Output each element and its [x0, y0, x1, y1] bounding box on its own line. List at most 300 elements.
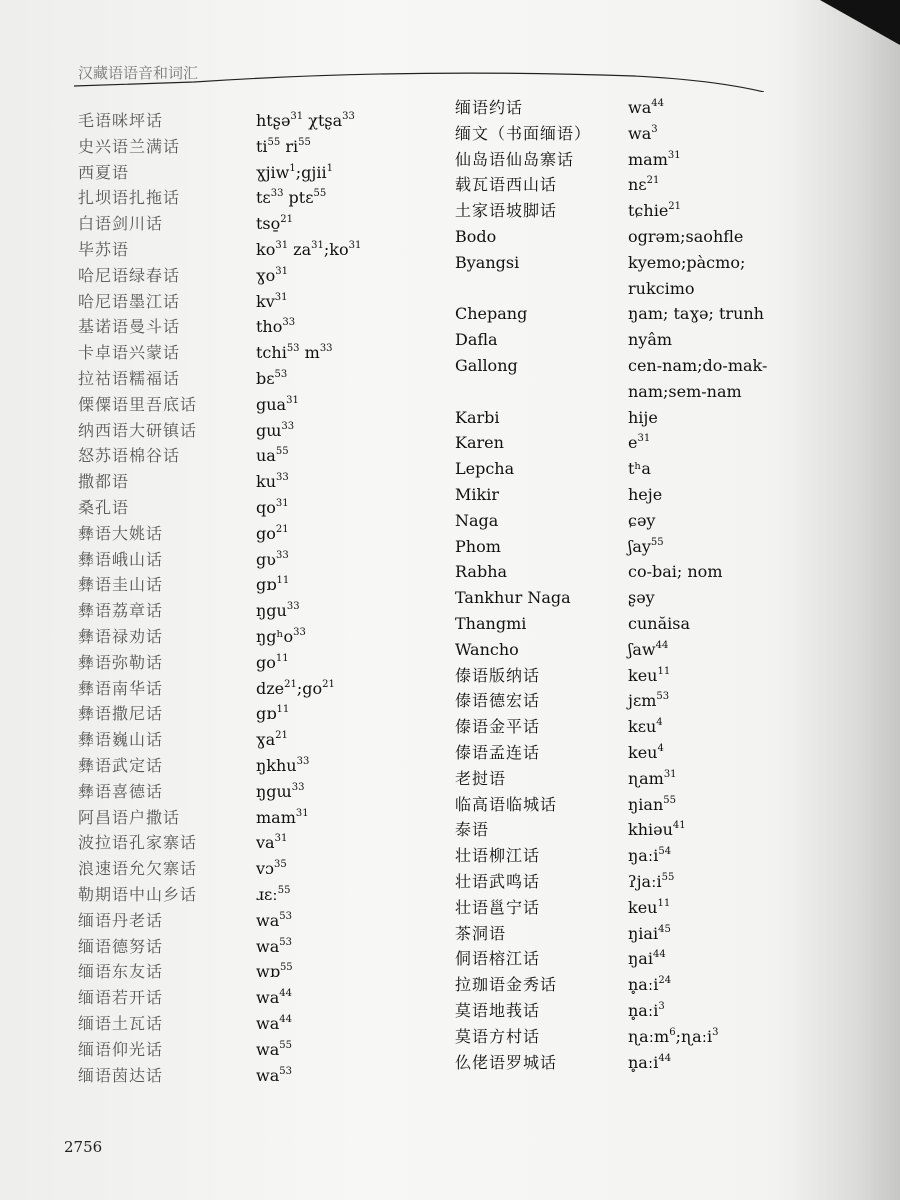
language-name: 波拉语孔家寨话: [78, 833, 198, 853]
language-name: 拉珈语金秀话: [455, 975, 558, 995]
language-name: 傣语金平话: [455, 717, 541, 737]
word-form: [256, 108, 355, 134]
language-name: 勒期语中山乡话: [78, 885, 198, 904]
word-form: [628, 817, 686, 843]
language-name: 彝语撒尼话: [78, 704, 164, 724]
language-name: 仙岛语仙岛寨话: [455, 149, 575, 169]
tone-superscript: 53: [274, 369, 288, 380]
word-form: [628, 508, 655, 534]
word-form: [628, 611, 690, 637]
tone-superscript: 3: [712, 1026, 719, 1038]
language-name: Mikir: [455, 485, 499, 504]
language-name: Tankhur Naga: [455, 588, 571, 608]
tone-superscript: 31: [667, 149, 681, 161]
word-form: [256, 856, 287, 882]
tone-superscript: 35: [274, 859, 287, 871]
tone-superscript: 33: [282, 317, 296, 329]
word-form-segment: ku: [256, 472, 276, 492]
word-form-segment: ŋgu: [256, 601, 287, 621]
page-corner-shadow: [820, 0, 900, 45]
language-name: 撒都语: [78, 472, 130, 492]
word-form: [256, 547, 289, 573]
language-name: 泰语: [455, 820, 490, 840]
language-name: 基诺语曼斗话: [78, 317, 181, 337]
word-form: [256, 830, 287, 856]
word-form-segment: ɣjiw: [256, 162, 290, 182]
word-form-segment: χtʂa: [303, 111, 343, 130]
word-form-segment: ;ko: [323, 240, 349, 259]
tone-superscript: 31: [275, 265, 288, 277]
tone-superscript: 55: [650, 536, 664, 548]
language-name: 莫语地莪话: [455, 1001, 541, 1020]
word-form-segment: nɛ: [628, 175, 647, 195]
word-form: [256, 237, 361, 263]
language-name: 卡卓语兴蒙话: [78, 343, 181, 363]
tone-superscript: 33: [276, 472, 289, 484]
language-name: 彝语大姚话: [78, 523, 164, 543]
word-form-segment: keu: [628, 665, 658, 685]
tone-superscript: 31: [637, 433, 651, 445]
word-form: [628, 198, 681, 224]
language-name: 傈僳语里吾底话: [78, 394, 198, 414]
tone-superscript: 55: [279, 962, 293, 974]
word-form: [628, 843, 671, 869]
tone-superscript: 33: [286, 601, 300, 613]
word-form-segment: va: [256, 833, 275, 853]
language-name: Gallong: [455, 356, 518, 375]
word-form-segment: ;gjii: [295, 162, 327, 182]
word-form-segment: gʋ: [256, 549, 276, 569]
language-name: 浪速语允欠寨话: [78, 859, 198, 879]
word-form-segment: n̥aːi: [628, 1052, 659, 1072]
word-form-segment: ptɛ: [283, 188, 314, 208]
running-head: 汉藏语语音和词汇: [78, 64, 199, 82]
language-name: Lepcha: [455, 459, 515, 479]
word-form-segment: ŋam; taɣə; trunh: [628, 304, 764, 324]
language-name: 纳西语大研镇话: [78, 420, 198, 440]
word-form-segment: ua: [256, 446, 276, 466]
word-form-segment: e: [628, 433, 638, 453]
word-form: [628, 379, 742, 405]
word-form: [628, 405, 658, 431]
language-name: 缅文（书面缅语）: [455, 123, 592, 143]
tone-superscript: 33: [319, 343, 333, 355]
word-form-segment: wa: [256, 1039, 280, 1059]
language-name: 壮语邕宁话: [455, 897, 541, 917]
word-form: [628, 353, 767, 379]
word-form-segment: vɔ: [256, 859, 274, 879]
language-name: 傣语孟连话: [455, 743, 541, 762]
tone-superscript: 21: [668, 201, 682, 213]
language-name: 彝语武定话: [78, 756, 164, 775]
language-name: 彝语巍山话: [78, 730, 164, 750]
word-form-segment: wa: [256, 936, 280, 956]
word-form: [628, 534, 664, 560]
word-form: [256, 650, 289, 676]
word-form-segment: ŋgɯ: [256, 781, 292, 801]
language-name: 扎坝语扎拖话: [78, 188, 181, 208]
word-form-segment: tho: [256, 317, 283, 337]
word-form-segment: tso̱: [256, 214, 281, 234]
word-form: [256, 1063, 292, 1089]
word-form: [256, 495, 289, 521]
language-name: 壮语柳江话: [455, 846, 541, 866]
tone-superscript: 31: [274, 833, 288, 845]
language-name: Wancho: [455, 639, 519, 659]
language-name: 缅语若开话: [78, 988, 164, 1008]
word-form-segment: hije: [628, 407, 658, 427]
word-form-segment: kɛu: [628, 717, 657, 737]
tone-superscript: 53: [279, 910, 292, 922]
language-name: Phom: [455, 536, 501, 556]
language-name: Thangmi: [455, 614, 527, 633]
language-name: 彝语峨山话: [78, 549, 164, 569]
tone-superscript: 21: [275, 730, 288, 742]
word-form: [256, 521, 289, 547]
word-form-segment: go: [256, 652, 276, 672]
word-form-segment: wa: [628, 98, 652, 117]
word-form: [256, 160, 333, 186]
tone-superscript: 55: [275, 446, 289, 458]
language-name: 彝语禄劝话: [78, 627, 164, 646]
word-form: [256, 469, 289, 495]
word-form-segment: ri: [280, 136, 299, 156]
tone-superscript: 31: [275, 498, 289, 509]
tone-superscript: 11: [657, 665, 671, 677]
word-form-segment: ;go: [296, 678, 323, 698]
tone-superscript: 31: [663, 768, 677, 780]
word-form: [628, 224, 743, 250]
word-form: [628, 301, 764, 327]
word-form-segment: ŋgʰo: [256, 627, 294, 646]
word-form: [628, 430, 650, 456]
word-form: [256, 727, 288, 753]
word-form-segment: heje: [628, 485, 663, 504]
tone-superscript: 44: [658, 1052, 672, 1064]
word-form: [256, 908, 292, 934]
tone-superscript: 6: [669, 1026, 676, 1038]
tone-superscript: 31: [286, 394, 299, 406]
word-form: [256, 676, 335, 702]
word-form: [628, 972, 671, 998]
word-form-segment: ŋaːi: [628, 846, 659, 866]
language-name: Naga: [455, 510, 499, 530]
language-name: 缅语土瓦话: [78, 1014, 164, 1033]
language-name: 阿昌语户撒话: [78, 807, 181, 827]
word-form: [628, 792, 676, 818]
tone-superscript: 33: [275, 549, 289, 561]
word-form-segment: kv: [256, 291, 275, 311]
word-form-segment: n̥aːi: [628, 975, 659, 995]
language-name: 彝语荔章话: [78, 601, 164, 621]
word-form-segment: htʂə: [256, 111, 291, 130]
language-name: 缅语德努话: [78, 936, 164, 956]
word-form-segment: ʃaw: [628, 639, 656, 659]
word-form-segment: ŋiai: [628, 923, 659, 943]
word-form: [628, 456, 651, 482]
word-form: [628, 869, 674, 895]
tone-superscript: 53: [279, 1065, 292, 1077]
tone-superscript: 55: [663, 794, 676, 806]
word-form-segment: wɒ: [256, 962, 280, 982]
word-form: [256, 805, 309, 831]
language-name: 茶洞语: [455, 923, 507, 943]
word-form-segment: keu: [628, 897, 658, 917]
word-form: [628, 637, 668, 663]
header-rule: [74, 70, 764, 92]
word-form: [628, 1050, 671, 1076]
language-name: 老挝语: [455, 768, 507, 788]
word-form-segment: ŋian: [628, 794, 664, 814]
word-form-segment: gua: [256, 394, 287, 414]
word-form: [256, 624, 306, 650]
word-form-segment: ʂəy: [628, 588, 655, 608]
tone-superscript: 53: [286, 343, 300, 355]
word-form: [628, 895, 670, 921]
word-form-segment: cunăisa: [628, 614, 690, 633]
tone-superscript: 55: [279, 1039, 292, 1051]
tone-superscript: 55: [298, 136, 311, 148]
word-form-segment: ko: [256, 240, 276, 259]
tone-superscript: 31: [290, 111, 304, 122]
tone-superscript: 44: [651, 98, 664, 109]
word-form: [628, 585, 655, 611]
word-form-segment: kyemo;pàcmo;: [628, 252, 746, 272]
tone-superscript: 55: [313, 188, 327, 200]
word-form-segment: ɕəy: [628, 510, 656, 530]
language-name: 毛语咪坪话: [78, 111, 164, 130]
language-name: 怒苏语棉谷话: [78, 446, 181, 466]
language-name: 毕苏语: [78, 240, 130, 259]
tone-superscript: 11: [275, 652, 289, 664]
language-name: 拉祜语糯福话: [78, 369, 181, 388]
tone-superscript: 11: [657, 897, 671, 909]
page-spine-shadow: [790, 0, 900, 1200]
language-name: 莫语方村话: [455, 1026, 541, 1046]
word-form: [256, 882, 290, 908]
word-form: [628, 276, 695, 302]
language-name: 缅语约话: [455, 98, 524, 117]
word-form-segment: cen-nam;do-mak-: [628, 356, 768, 375]
language-name: 缅语东友话: [78, 962, 164, 982]
language-name: 侗语榕江话: [455, 949, 541, 969]
word-form: [256, 263, 288, 289]
word-form-segment: rukcimo: [628, 278, 695, 298]
tone-superscript: 3: [658, 1001, 665, 1012]
word-form: [628, 95, 664, 121]
word-form: [628, 946, 666, 972]
tone-superscript: 21: [284, 678, 297, 690]
tone-superscript: 33: [281, 420, 295, 432]
tone-superscript: 21: [280, 214, 294, 226]
word-form-segment: gɒ: [256, 704, 277, 724]
word-form-segment: go: [256, 523, 276, 543]
tone-superscript: 31: [348, 240, 362, 251]
word-form-segment: ɳam: [628, 768, 664, 788]
word-form-segment: ;ɳaːi: [675, 1026, 713, 1046]
word-form-segment: bɛ: [256, 369, 275, 388]
word-form: [256, 185, 326, 211]
language-name: 傣语德宏话: [455, 691, 541, 711]
word-form: [628, 327, 672, 353]
language-name: Dafla: [455, 330, 498, 350]
word-form: [256, 314, 295, 340]
language-name: 土家语坡脚话: [455, 201, 558, 221]
language-name: Karen: [455, 433, 504, 453]
language-name: 彝语南华话: [78, 678, 164, 698]
language-name: 傣语版纳话: [455, 665, 541, 685]
tone-superscript: 11: [276, 704, 290, 716]
word-form-segment: nam;sem-nam: [628, 381, 742, 401]
tone-superscript: 4: [657, 743, 664, 754]
tone-superscript: 31: [295, 807, 309, 819]
word-form-segment: ɳaːm: [628, 1026, 670, 1046]
word-form: [256, 598, 300, 624]
word-form-segment: jɛm: [628, 691, 657, 711]
tone-superscript: 33: [293, 627, 306, 638]
language-name: 彝语圭山话: [78, 575, 164, 595]
word-form: [628, 740, 664, 766]
word-form-segment: ʃay: [628, 536, 651, 556]
tone-superscript: 21: [275, 523, 289, 535]
language-name: Byangsi: [455, 252, 520, 272]
word-form: [628, 172, 659, 198]
tone-superscript: 44: [279, 988, 292, 1000]
tone-superscript: 3: [651, 123, 658, 135]
word-form: [256, 211, 293, 237]
word-form: [628, 250, 745, 276]
tone-superscript: 4: [656, 717, 663, 729]
word-form-segment: wa: [628, 123, 652, 143]
word-form-segment: tɕhie: [628, 201, 669, 221]
word-form-segment: mam: [628, 149, 668, 169]
language-name: 仫佬语罗城话: [455, 1052, 558, 1072]
word-form: [256, 366, 287, 392]
word-form: [628, 121, 658, 147]
language-name: 西夏语: [78, 162, 130, 182]
word-form: [256, 418, 294, 444]
language-name: 临高语临城话: [455, 794, 558, 814]
language-name: 彝语喜德话: [78, 781, 164, 801]
language-name: 壮语武鸣话: [455, 872, 541, 891]
tone-superscript: 1: [326, 162, 333, 174]
word-form-segment: ɣa: [256, 730, 276, 750]
tone-superscript: 33: [270, 188, 284, 200]
tone-superscript: 31: [274, 291, 288, 303]
word-form-segment: ʔjaːi: [628, 872, 662, 891]
tone-superscript: 41: [672, 820, 686, 832]
word-form-segment: ŋai: [628, 949, 653, 969]
tone-superscript: 53: [279, 936, 292, 948]
word-form: [256, 134, 311, 160]
tone-superscript: 55: [267, 136, 281, 148]
language-name: 缅语茵达话: [78, 1065, 164, 1085]
tone-superscript: 33: [296, 756, 310, 767]
word-form-segment: mam: [256, 807, 296, 827]
word-form: [256, 392, 299, 418]
word-form-segment: wa: [256, 1014, 280, 1033]
word-form-segment: ɹɛː: [256, 885, 278, 904]
word-form: [256, 959, 293, 985]
word-form: [628, 921, 671, 947]
word-form-segment: co-bai; nom: [628, 562, 723, 582]
word-form-segment: gɯ: [256, 420, 282, 440]
word-form-segment: m: [299, 343, 320, 363]
word-form-segment: nyâm: [628, 330, 673, 350]
language-name: Rabha: [455, 562, 508, 582]
tone-superscript: 44: [655, 639, 669, 651]
word-form-segment: gɒ: [256, 575, 277, 595]
page-number: 2756: [64, 1138, 103, 1156]
word-form-segment: ɣo: [256, 265, 276, 285]
tone-superscript: 53: [656, 691, 670, 703]
word-form: [256, 443, 289, 469]
word-form: [628, 482, 662, 508]
language-name: 哈尼语墨江话: [78, 291, 181, 311]
tone-superscript: 45: [658, 923, 671, 935]
language-name: Karbi: [455, 407, 500, 427]
tone-superscript: 31: [311, 240, 324, 251]
word-form: [628, 688, 669, 714]
word-form: [628, 147, 681, 173]
tone-superscript: 54: [658, 846, 672, 858]
word-form: [256, 701, 289, 727]
word-form-segment: ogrəm;saohfle: [628, 227, 744, 246]
word-form-segment: wa: [256, 1065, 280, 1085]
word-form: [256, 1011, 292, 1037]
word-form-segment: dze: [256, 678, 285, 698]
language-name: 桑孔语: [78, 498, 130, 517]
language-name: 缅语丹老话: [78, 910, 164, 930]
word-form-segment: ti: [256, 136, 268, 156]
language-name: 彝语弥勒话: [78, 652, 164, 672]
word-form: [628, 559, 722, 585]
tone-superscript: 55: [277, 885, 291, 896]
word-form: [256, 934, 292, 960]
language-name: 缅语仰光话: [78, 1039, 164, 1059]
word-form: [256, 985, 292, 1011]
word-form-segment: za: [288, 240, 312, 259]
tone-superscript: 55: [661, 872, 675, 883]
word-form-segment: wa: [256, 910, 280, 930]
language-name: Chepang: [455, 304, 528, 324]
word-form-segment: keu: [628, 743, 658, 762]
tone-superscript: 31: [275, 240, 289, 251]
language-name: Bodo: [455, 227, 497, 246]
word-form-segment: tʰa: [628, 459, 651, 479]
tone-superscript: 44: [652, 949, 666, 961]
language-name: 哈尼语绿春话: [78, 265, 181, 285]
tone-superscript: 44: [279, 1014, 292, 1025]
tone-superscript: 24: [658, 975, 672, 987]
word-form: [628, 1024, 719, 1050]
word-form-segment: tɛ: [256, 188, 271, 208]
tone-superscript: 1: [289, 162, 296, 174]
word-form-segment: n̥aːi: [628, 1001, 659, 1020]
word-form-segment: qo: [256, 498, 276, 517]
word-form: [256, 340, 333, 366]
language-name: 史兴语兰满话: [78, 136, 181, 156]
word-form: [628, 998, 665, 1024]
word-form: [256, 1037, 292, 1063]
tone-superscript: 21: [322, 678, 335, 690]
word-form: [256, 779, 304, 805]
tone-superscript: 11: [276, 575, 290, 587]
word-form: [256, 572, 289, 598]
word-form: [628, 714, 663, 740]
tone-superscript: 21: [646, 175, 660, 187]
tone-superscript: 33: [291, 781, 305, 793]
